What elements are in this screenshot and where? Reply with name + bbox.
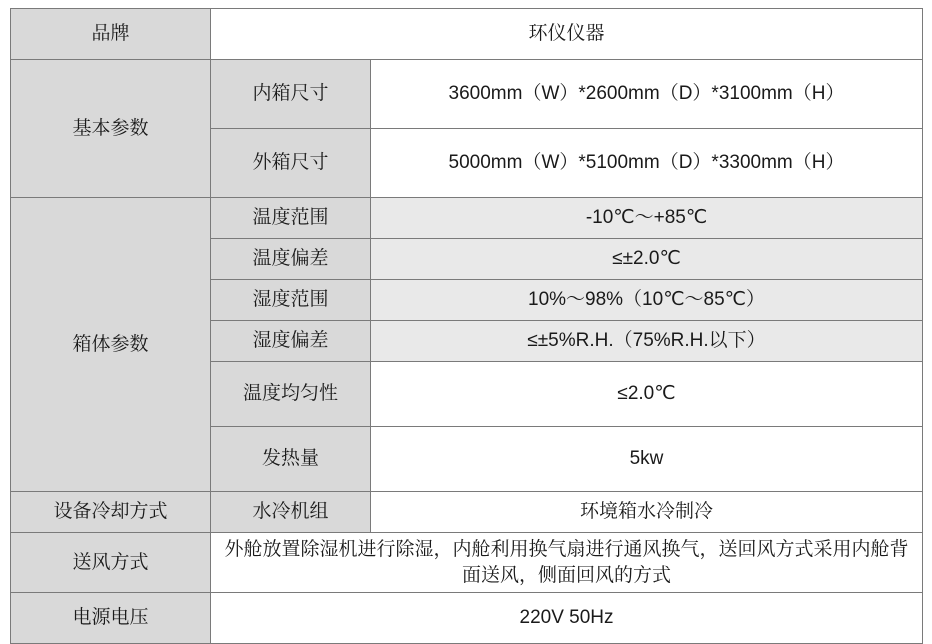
row-sublabel-humidity-deviation: 湿度偏差 [211,321,371,362]
row-sublabel-heat-output: 发热量 [211,427,371,492]
row-value-air-supply: 外舱放置除湿机进行除湿，内舱利用换气扇进行通风换气，送回风方式采用内舱背面送风，侧面回风的方式 [211,533,923,593]
row-sublabel-temp-range: 温度范围 [211,198,371,239]
row-sublabel-humidity-range: 湿度范围 [211,280,371,321]
row-label-basic-params: 基本参数 [11,60,211,198]
row-sublabel-water-cooling-unit: 水冷机组 [211,492,371,533]
row-label-air-supply: 送风方式 [11,533,211,593]
row-label-power-voltage: 电源电压 [11,593,211,644]
row-label-cooling-method: 设备冷却方式 [11,492,211,533]
table-row [11,9,923,60]
row-label-brand: 品牌 [11,9,211,60]
table-row [11,593,923,644]
specification-table [10,8,923,644]
row-sublabel-outer-size: 外箱尺寸 [211,129,371,198]
row-value-brand: 环仪仪器 [211,9,923,60]
row-value-cooling-method: 环境箱水冷制冷 [371,492,923,533]
table-row [11,198,923,239]
row-value-humidity-deviation: ≤±5%R.H.（75%R.H.以下） [371,321,923,362]
row-sublabel-temp-uniformity: 温度均匀性 [211,362,371,427]
row-value-temp-uniformity: ≤2.0℃ [371,362,923,427]
row-value-outer-size: 5000mm（W）*5100mm（D）*3300mm（H） [371,129,923,198]
table-row [11,533,923,593]
row-value-temp-range: -10℃～+85℃ [371,198,923,239]
table-row [11,492,923,533]
row-sublabel-inner-size: 内箱尺寸 [211,60,371,129]
row-sublabel-temp-deviation: 温度偏差 [211,239,371,280]
row-value-inner-size: 3600mm（W）*2600mm（D）*3100mm（H） [371,60,923,129]
row-value-temp-deviation: ≤±2.0℃ [371,239,923,280]
row-label-chamber-params: 箱体参数 [11,198,211,492]
row-value-power-voltage: 220V 50Hz [211,593,923,644]
table-row [11,60,923,129]
row-value-humidity-range: 10%～98%（10℃～85℃） [371,280,923,321]
row-value-heat-output: 5kw [371,427,923,492]
